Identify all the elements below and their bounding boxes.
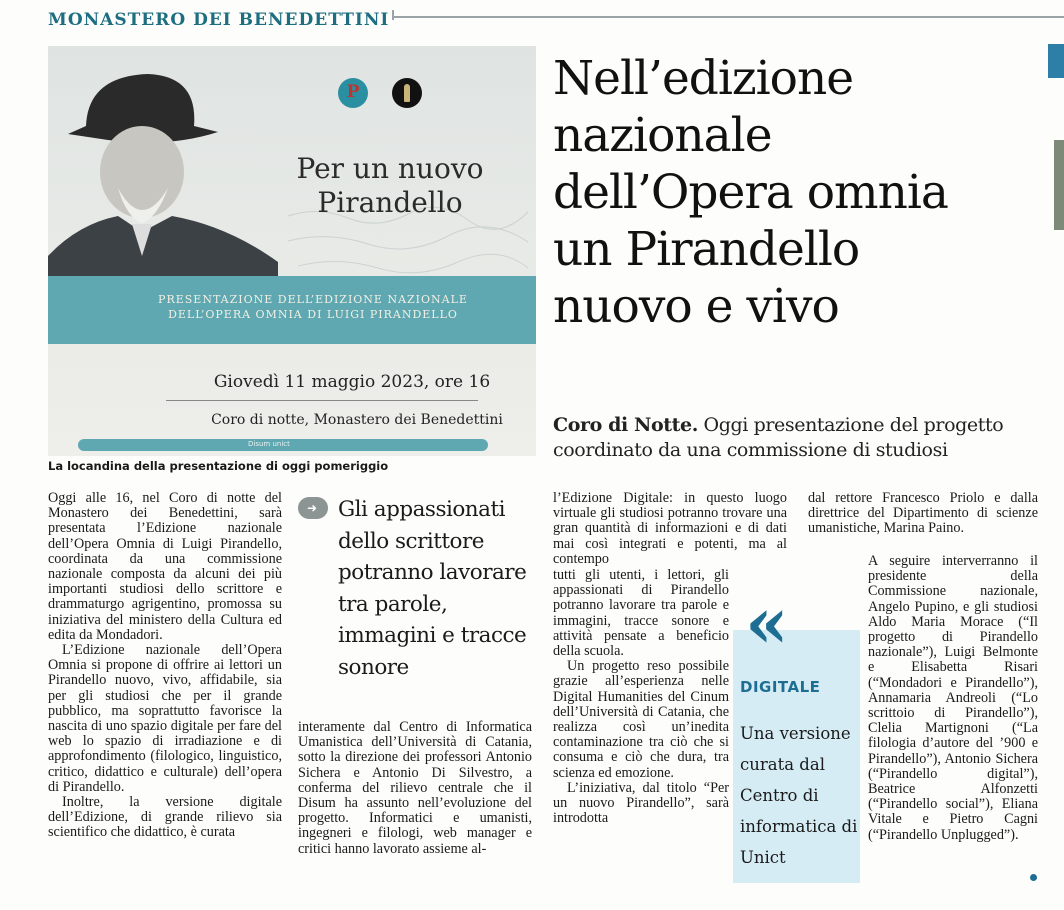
paragraph: L’iniziativa, dal titolo “Per un nuovo Pirandello”, sarà introdotta (553, 779, 729, 827)
subheadline: Coro di Notte. Oggi presentazione del progetto coordinato da una commissione di studiosi (553, 414, 1004, 461)
logo-p-icon: P (338, 78, 368, 108)
poster-date: Giovedì 11 maggio 2023, ore 16 (213, 372, 491, 392)
pullquote: Gli appassionati dello scrittore potranno lavorare tra parole, immagini e tracce sonore (338, 497, 527, 680)
image-caption: La locandina della presentazione di oggi pomeriggio (48, 459, 389, 473)
edge-photo (1054, 140, 1064, 230)
paragraph: L’Edizione nazionale dell’Opera Omnia si propone di offrire ai lettori un Pirandello nuovo, vivo, affidabile, sia per gli studiosi che per il grande pubblico, ma soprattutto favorisce la nascita di uno spazio digitale per fare del web lo spazio di irradiazione e di approfondimento (filologico, linguistico, critico, didattico e culturale) dell’opera di Pirandello. (48, 642, 282, 795)
paragraph: Inoltre, la versione digitale dell’Edizione, di grande rilievo sia scientifico che didattico, è curata (48, 794, 282, 841)
article-column-2 (298, 720, 532, 857)
section-label: MONASTERO DEI BENEDETTINI (48, 10, 390, 30)
paragraph: A seguire interverranno il presidente della Commissione nazionale, Angelo Pupino, e gli studiosi Aldo Maria Morace (“Il progetto di Pirandello nazionale”), Luigi Belmonte e Elisabetta Risari (“Mondadori e Pirandello”), Annamaria Andreoli (“Lo scrittoio di Pirandello”), Clelia Martignoni (“La filologia d’autore del ’900 e Pirandello”), Antonio Sichera (“Pirandello digital”), Beatrice Alfonzetti (“Pirandello social”), Eliana Vitale e Pietro Cagni (“Pirandello Unplugged”). (868, 553, 1038, 843)
pullquote-arrow-icon: ➜ (298, 497, 328, 519)
article-column-3-narrow (553, 568, 729, 826)
digitale-sidebox (733, 581, 860, 883)
poster-venue: Coro di notte, Monastero dei Benedettini (211, 412, 503, 428)
paragraph: Un progetto reso possibile grazie all’esperienza nelle Digital Humanities del Cinum dell’Università di Catania, che realizza così un’inedita contaminazione tra ciò che si consuma e ciò che dura, tra scienza ed emozione. (553, 658, 729, 781)
paragraph: tutti gli utenti, i lettori, gli appassionati di Pirandello potranno lavorare tra parole e immagini, tracce sonore e attività pensate a beneficio della scuola. (553, 567, 729, 660)
sidebox-text: Una versione curata dal Centro di informatica di Unict (740, 724, 858, 867)
pirandello-portrait (48, 56, 278, 296)
article-column-3 (553, 491, 787, 567)
quote-mark-icon: « (745, 581, 789, 664)
poster-bottom-bar: Disum unict (78, 439, 488, 451)
poster-band: PRESENTAZIONE DELL’EDIZIONE NAZIONALE DELL’OPERA OMNIA DI LUIGI PIRANDELLO (48, 276, 536, 344)
article-column-4-narrow (868, 554, 1038, 843)
end-dot-icon (1030, 874, 1037, 881)
top-rule (392, 16, 1064, 18)
sidebox-title: DIGITALE (740, 678, 821, 696)
paragraph: dal rettore Francesco Priolo e dalla direttrice del Dipartimento di scienze umanistiche, Marina Paino. (808, 490, 1038, 537)
article-column-4 (808, 491, 1038, 537)
rule-mark (392, 10, 394, 20)
paragraph: Oggi alle 16, nel Coro di notte del Monastero dei Benedettini, sarà presentata l’Edizione nazionale dell’Opera Omnia di Luigi Pirandello, coordinata da una commissione nazionale composta da alcuni dei più importanti studiosi dello scrittore e drammaturgo agrigentino, promossa su iniziativa del ministero della Cultura ed edita da Mondadori. (48, 490, 282, 643)
poster-divider (166, 400, 478, 401)
paragraph: l’Edizione Digitale: in questo luogo virtuale gli studiosi potranno trovare una gran quantità di informazioni e di dati mai così integrati e potenti, ma al contempo (553, 490, 787, 567)
oscar-logo-icon (392, 78, 422, 108)
poster-image (48, 46, 536, 456)
headline: Nell’edizione nazionale dell’Opera omnia un Pirandello nuovo e vivo (553, 51, 948, 334)
article-column-1 (48, 491, 282, 841)
paragraph: interamente dal Centro di Informatica Umanistica dell’Università di Catania, sotto la direzione dei professori Antonio Sichera e Antonio Di Silvestro, a conferma del rilievo centrale che il Disum ha assunto nell’evoluzione del progetto. Informatici e umanisti, ingegneri e filologi, web manager e critici hanno lavorato assieme al- (298, 719, 532, 857)
poster-title: Per un nuovo Pirandello (296, 152, 484, 219)
